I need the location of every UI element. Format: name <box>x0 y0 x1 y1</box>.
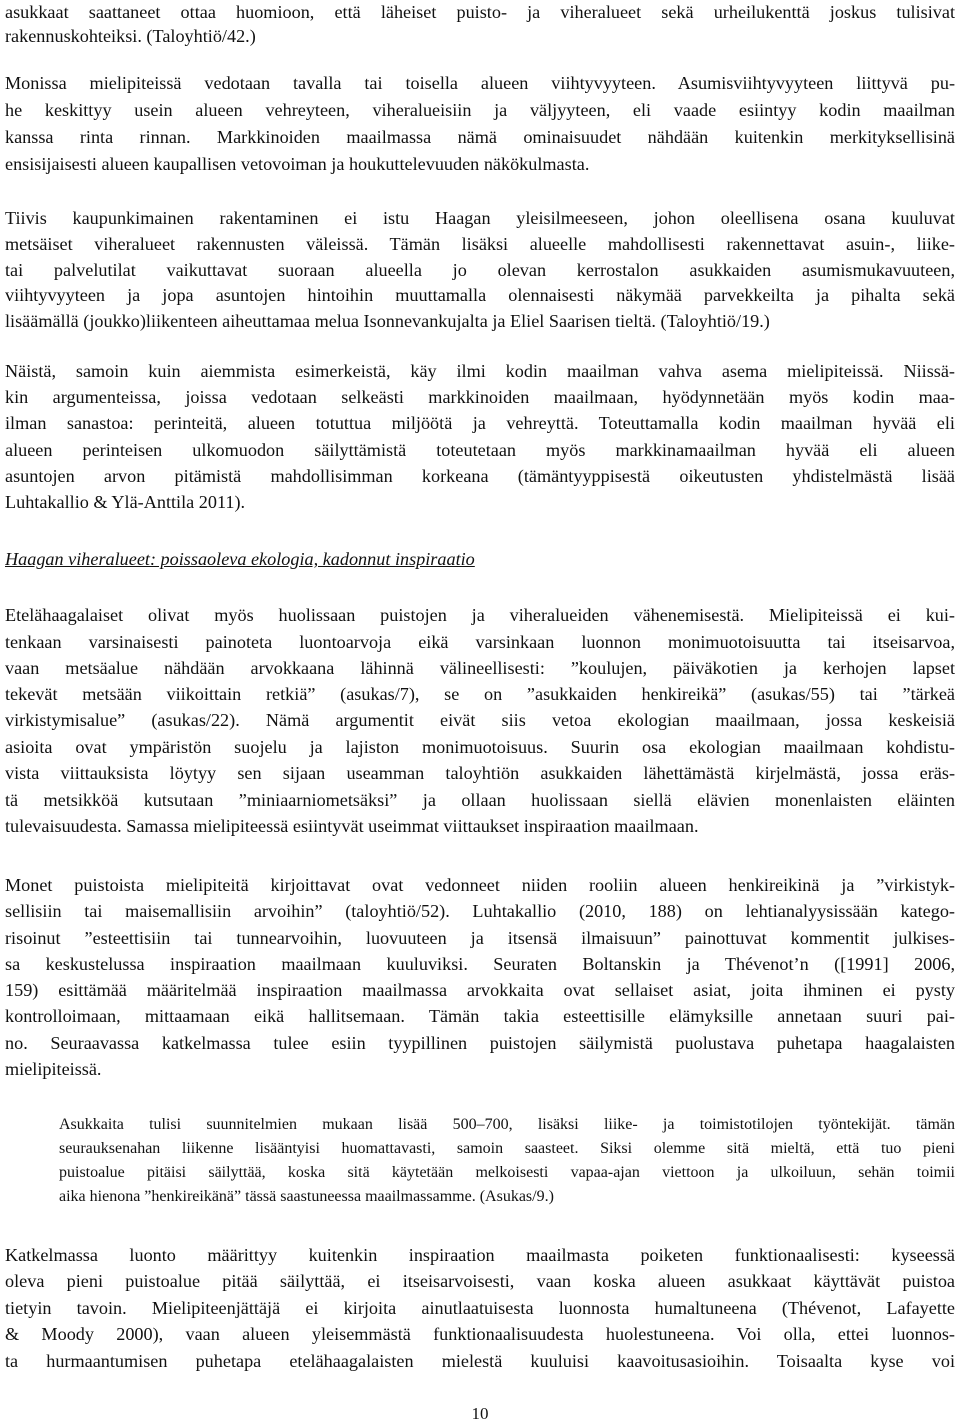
text-line: tai palvelutilat vaikuttavat suoraan alueella jo olevan kerrostalon asukkaiden asumismukavuuteen, <box>5 260 955 280</box>
text-line: ilman sanastoa: perinteitä, alueen totuttua miljöötä ja vehreyttä. Toteuttamalla kodin maailman hyvää eli <box>5 413 955 433</box>
text-line: Monissa mielipiteissä vedotaan tavalla tai toisella alueen viihtyvyyteen. Asumisviihtyvyyteen liittyvä pu- <box>5 73 955 93</box>
text-line: sellisiin tai maisemallisiin arvoihin” (taloyhtiö/52). Luhtakallio (2010, 188) on lehtianalyysissään katego- <box>5 901 955 921</box>
text-line: & Moody 2000), vaan alueen yleisemmästä funktionaalisuudesta huolestuneena. Voi olla, ettei luonnos- <box>5 1324 955 1344</box>
text-line: tulevaisuudesta. Samassa mielipiteessä esiintyvät useimmat viittaukset inspiraation maailmaan. <box>5 816 699 836</box>
text-line: kontrolloimaan, mittaamaan eikä hallitsemaan. Tämän takia esteettisille elämyksille annetaan suuri pai- <box>5 1006 955 1026</box>
text-line: ensisijaisesti alueen kaupallisen vetovoiman ja houkuttelevuuden näkökulmasta. <box>5 154 590 174</box>
section-heading: Haagan viheralueet: poissaoleva ekologia, kadonnut inspiraatio <box>5 549 475 569</box>
quote-line: Asukkaita tulisi suunnitelmien mukaan lisää 500–700, lisäksi liike- ja toimistotilojen työntekijät. tämän <box>59 1116 955 1133</box>
text-line: kin argumenteissa, joissa vedotaan selkeästi markkinoiden maailmaan, hyödynnetään myös kodin maa- <box>5 387 955 407</box>
text-line: rakennuskohteiksi. (Taloyhtiö/42.) <box>5 26 256 46</box>
text-line: 159) esittämää määritelmää inspiraation maailmassa arvokkaita ovat sellaiset asiat, joita ihminen ei pysty <box>5 980 955 1000</box>
text-line: tenkaan varsinaisesti painoteta luontoarvoja eikä varsinkaan luonnon monimuotoisuutta tai itseisarvoa, <box>5 632 955 652</box>
text-line: mielipiteissä. <box>5 1059 102 1079</box>
text-line: risoinut ”esteettisiin tai tunnearvoihin, luovuuteen ja itsensä ilmaisuun” painottuvat kommentit julkises- <box>5 928 955 948</box>
text-line: metsäiset viheralueet rakennusten väleissä. Tämän lisäksi alueelle mahdollisesti rakennettavat asuin-, liike- <box>5 234 955 254</box>
quote-line: seurauksenahan liikenne lisääntyisi huomattavasti, samoin saasteet. Siksi olemme sitä mieltä, että tuo pieni <box>59 1140 955 1157</box>
text-line: he keskittyy usein alueen vehreyteen, viheralueisiin ja väljyyteen, eli vaade esiintyy kodin maailman <box>5 100 955 120</box>
page-number: 10 <box>471 1404 489 1423</box>
text-line: ta hurmaantumisen puhetapa etelähaagalaisten mielestä kuuluisi kaavoitusasioihin. Toisaalta kyse voi <box>5 1351 955 1371</box>
text-line: tä metsikköä kutsutaan ”miniaarniometsäksi” ja ollaan huolissaan siellä elävien monenlaisten eläinten <box>5 790 955 810</box>
text-line: lisäämällä (joukko)liikenteen aiheuttamaa melua Isonnevankujalta ja Eliel Saarisen tieltä. (Taloyhtiö/19.) <box>5 311 770 331</box>
text-line: tekevät metsään viikoittain retkiä” (asukas/7), se on ”asukkaiden henkireikä” (asukas/55) tai ”tärkeä <box>5 684 955 704</box>
text-line: tietyin tavoin. Mielipiteenjättäjä ei kirjoita ainutlaatuisesta luonnosta humaltuneena (Thévenot, Lafayette <box>5 1298 955 1318</box>
text-line: vaan metsäalue nähdään arvokkaana lähinnä välineellisesti: ”koulujen, päiväkotien ja kerhojen lapset <box>5 658 955 678</box>
text-line: Monet puistoista mielipiteitä kirjoittavat ovat vedonneet niiden rooliin alueen henkireikinä ja ”virkistyk- <box>5 875 955 895</box>
quote-line: puistoalue pitäisi säilyttää, koska sitä käytetään melkoisesti vapaa-ajan viettoon ja ulkoiluun, sehän toimii <box>59 1164 955 1181</box>
text-line: Etelähaagalaiset olivat myös huolissaan puistojen ja viheralueiden vähenemisestä. Mielipiteissä ei kui- <box>5 605 955 625</box>
text-line: alueen perinteisen ulkomuodon säilyttämistä toteutetaan myös markkinamaailman hyvää eli alueen <box>5 440 955 460</box>
text-line: asuntojen arvon pitämistä mahdollisimman korkeana (tämäntyyppisestä oikeutusten yhdistelmästä lisää <box>5 466 955 486</box>
text-line: Katkelmassa luonto määrittyy kuitenkin inspiraation maailmasta poiketen funktionaalisesti: kyseessä <box>5 1245 955 1265</box>
text-line: asioita ovat ympäristön suojelu ja lajiston monimuotoisuus. Suurin osa ekologian maailmaan kohdistu- <box>5 737 955 757</box>
text-line: viihtyvyyteen ja jopa asuntojen hintoihin muuttamalla olennaisesti näkymää parvekkeilta ja pihalta sekä <box>5 285 955 305</box>
text-line: sa keskustelussa inspiraation maailmaan kuuluviksi. Seuraten Boltanskin ja Thévenot’n ([1991] 2006, <box>5 954 955 974</box>
text-line: virkistymisalue” (asukas/22). Nämä argumentit eivät siis vetoa ekologian maailmaan, jossa keskeisiä <box>5 710 955 730</box>
text-line: oleva pieni puistoalue pitää säilyttää, ei itseisarvoisesti, vaan koska alueen asukkaat käyttävät puistoa <box>5 1271 955 1291</box>
text-line: kanssa rinta rinnan. Markkinoiden maailmassa nämä ominaisuudet nähdään kuitenkin merkityksellisinä <box>5 127 955 147</box>
text-line: Luhtakallio & Ylä-Anttila 2011). <box>5 492 246 512</box>
text-line: no. Seuraavassa katkelmassa tulee esiin tyypillinen puistojen säilymistä puolustava puhetapa haagalaisten <box>5 1033 955 1053</box>
text-line: asukkaat saattaneet ottaa huomioon, että läheiset puisto- ja viheralueet sekä urheilukenttä joskus tulisivat <box>5 2 955 22</box>
text-line: Näistä, samoin kuin aiemmista esimerkeistä, käy ilmi kodin maailman vahva asema mielipiteissä. Niissä- <box>5 361 955 381</box>
quote-line: aika hienona ”henkireikänä” tässä saastuneessa maailmassamme. (Asukas/9.) <box>59 1188 554 1205</box>
text-line: Tiivis kaupunkimainen rakentaminen ei istu Haagan yleisilmeeseen, johon oleellisena osana kuuluvat <box>5 208 955 228</box>
text-line: vista viittauksista löytyy sen sijaan useamman taloyhtiön asukkaiden lähettämästä kirjelmästä, jossa eräs- <box>5 763 955 783</box>
